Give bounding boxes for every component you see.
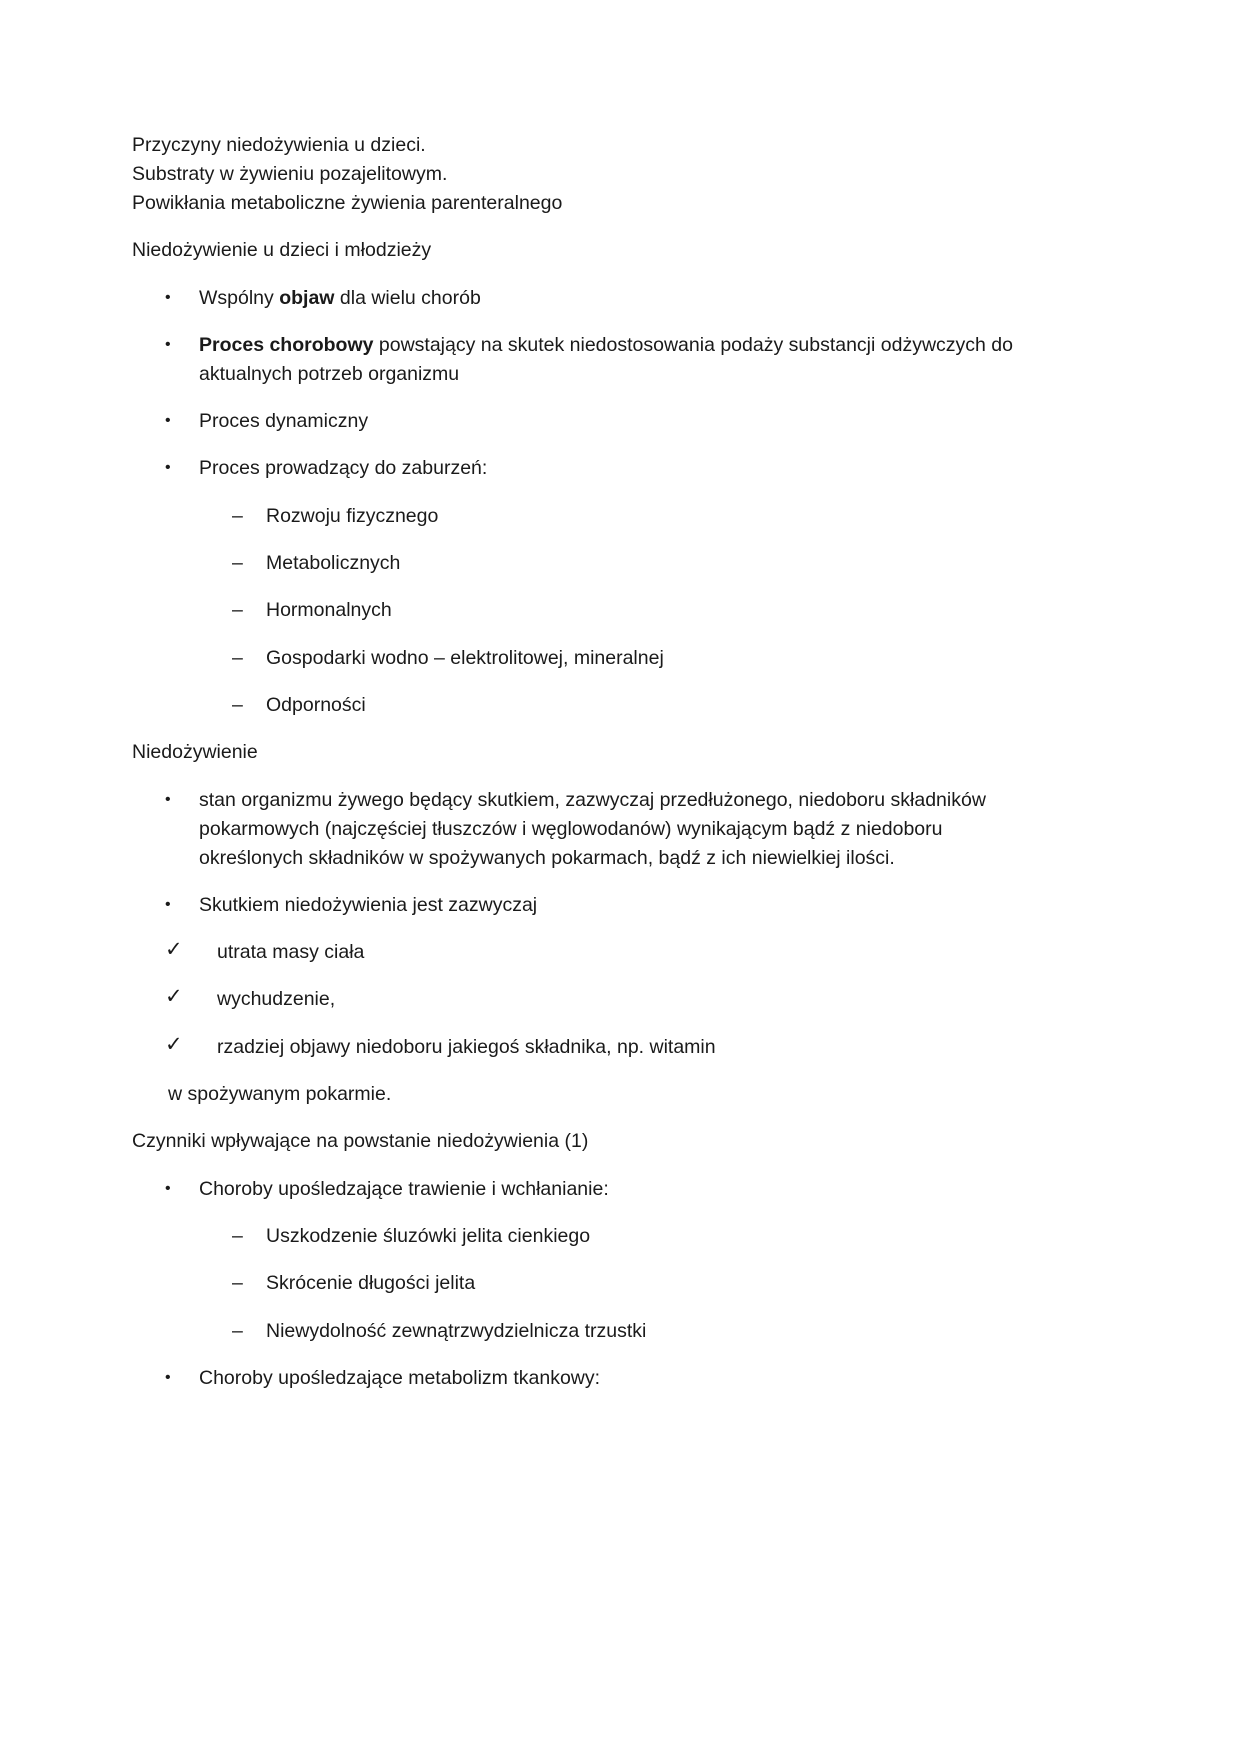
intro-line-3: Powikłania metaboliczne żywienia parenteralnego — [132, 192, 563, 214]
bullet-disease-process — [199, 329, 1013, 361]
subitem-mucosa-damage: Uszkodzenie śluzówki jelita cienkiego — [266, 1225, 591, 1247]
subitem-short-bowel: Skrócenie długości jelita — [266, 1272, 476, 1294]
bold-term-objaw: objaw — [279, 287, 335, 309]
bullet-icon: • — [165, 1369, 171, 1386]
bullet-icon: • — [165, 459, 171, 476]
subitem-water-electrolyte: Gospodarki wodno – elektrolitowej, mineralnej — [266, 647, 664, 669]
dash-icon: – — [232, 505, 243, 527]
dash-icon: – — [232, 694, 243, 716]
dash-icon: – — [232, 1320, 243, 1342]
dash-icon: – — [232, 1272, 243, 1294]
check-item-weight-loss: utrata masy ciała — [217, 941, 365, 963]
section-heading-undernutrition-children: Niedożywienie u dzieci i młodzieży — [132, 239, 432, 261]
text-segment: Wspólny — [199, 287, 280, 309]
bullet-icon: • — [165, 1180, 171, 1197]
dash-icon: – — [232, 1225, 243, 1247]
text-segment: powstający na skutek niedostosowania podaży substancji odżywczych do — [373, 334, 1013, 356]
subitem-metabolic: Metabolicznych — [266, 552, 401, 574]
tail-text: w spożywanym pokarmie. — [168, 1083, 392, 1105]
dash-icon: – — [232, 552, 243, 574]
intro-line-2: Substraty w żywieniu pozajelitowym. — [132, 163, 448, 185]
bullet-tissue-metabolism-diseases: Choroby upośledzające metabolizm tkankowy: — [199, 1367, 601, 1389]
definition-line-1: stan organizmu żywego będący skutkiem, zazwyczaj przedłużonego, niedoboru składników — [199, 789, 986, 811]
checkmark-icon: ✓ — [165, 938, 183, 961]
checkmark-icon: ✓ — [165, 985, 183, 1008]
section-heading-factors: Czynniki wpływające na powstanie niedożywienia (1) — [132, 1130, 589, 1152]
subitem-physical-development: Rozwoju fizycznego — [266, 505, 439, 527]
bullet-effects: Skutkiem niedożywienia jest zazwyczaj — [199, 894, 538, 916]
subitem-hormonal: Hormonalnych — [266, 599, 392, 621]
bullet-common-symptom — [199, 282, 481, 314]
bullet-icon: • — [165, 289, 171, 306]
bullet-disease-process-continuation: aktualnych potrzeb organizmu — [199, 363, 460, 385]
check-item-emaciation: wychudzenie, — [217, 988, 336, 1010]
bullet-icon: • — [165, 336, 171, 353]
checkmark-icon: ✓ — [165, 1033, 183, 1056]
subitem-pancreatic-insufficiency: Niewydolność zewnątrzwydzielnicza trzustki — [266, 1320, 647, 1342]
bullet-icon: • — [165, 412, 171, 429]
intro-line-1: Przyczyny niedożywienia u dzieci. — [132, 134, 426, 156]
subitem-immunity: Odporności — [266, 694, 366, 716]
bullet-process-leading-to-disorders: Proces prowadzący do zaburzeń: — [199, 457, 488, 479]
bold-term-proces-chorobowy: Proces chorobowy — [199, 334, 374, 356]
bullet-icon: • — [165, 896, 171, 913]
bullet-digestion-diseases: Choroby upośledzające trawienie i wchłanianie: — [199, 1178, 609, 1200]
bullet-dynamic-process: Proces dynamiczny — [199, 410, 369, 432]
text-segment: dla wielu chorób — [334, 287, 481, 309]
check-item-deficiency-symptoms: rzadziej objawy niedoboru jakiegoś składnika, np. witamin — [217, 1036, 716, 1058]
bullet-icon: • — [165, 791, 171, 808]
dash-icon: – — [232, 647, 243, 669]
definition-line-2: pokarmowych (najczęściej tłuszczów i węglowodanów) wynikającym bądź z niedoboru — [199, 818, 943, 840]
dash-icon: – — [232, 599, 243, 621]
definition-line-3: określonych składników w spożywanych pokarmach, bądź z ich niewielkiej ilości. — [199, 847, 895, 869]
section-heading-undernutrition: Niedożywienie — [132, 741, 258, 763]
